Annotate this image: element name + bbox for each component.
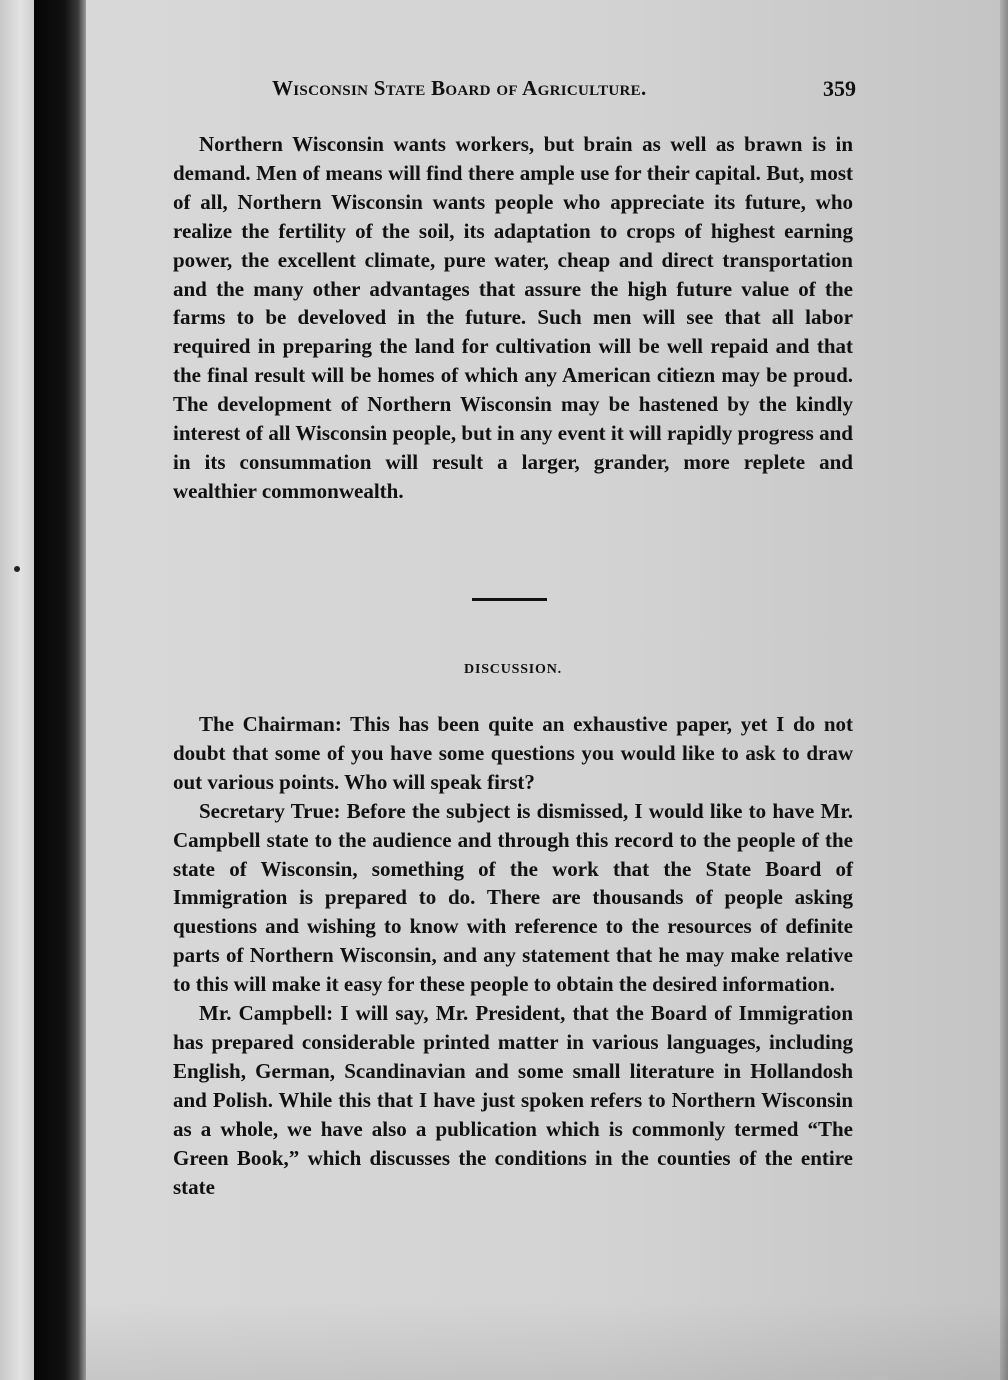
adjacent-page-edge (0, 0, 34, 1380)
intro-block (173, 130, 853, 506)
speech-text: I will say, Mr. President, that the Board of Immigration has prepared considerable printed matter in various languages, including English, German, Scandinavian and some small literature in Hollandosh and Polish. While this that I have just spoken refers to Northern Wisconsin as a whole, we have also a publication which is commonly termed “The Green Book,” which discusses the conditions in the counties of the entire state (173, 1001, 854, 1199)
speech-text: Before the subject is dismissed, I would like to have Mr. Campbell state to the audience and through this record to the people of the state of Wisconsin, something of the work that the State Board of Immigration is prepared to do. There are thousands of people asking questions and wishing to know with reference to the resources of definite parts of Northern Wisconsin, and any statement that he may make relative to this will make it easy for these people to obtain the desired information. (173, 798, 853, 997)
discussion-block (173, 710, 853, 1201)
speaker-name: Secretary True: (199, 798, 341, 823)
page-bottom-shade (86, 1300, 1008, 1380)
section-heading: DISCUSSION. (464, 662, 562, 677)
speaker-name: Mr. Campbell: (199, 1001, 334, 1026)
page-right-edge (1000, 0, 1008, 1380)
discussion-paragraph-campbell (173, 999, 853, 1201)
discussion-paragraph-secretary (173, 797, 853, 999)
intro-paragraph: Northern Wisconsin wants workers, but brain as well as brawn is in demand. Men of means will find there ample use for their capital. But, most of all, Northern Wisconsin wants people who appreciate its future, who realize the fertility of the soil, its adaptation to crops of highest earning power, the excellent climate, pure water, cheap and direct transportation and the many other advantages that assure the high future value of the farms to be develoved in the future. Such men will see that all labor required in preparing the land for cultivation will be well repaid and that the final result will be homes of which any American citiezn may be proud. The development of Northern Wisconsin may be hastened by the kindly interest of all Wisconsin people, but in any event it will rapidly progress and in its consummation will result a larger, grander, more replete and wealthier commonwealth. (173, 132, 853, 503)
section-divider (472, 598, 547, 601)
book-gutter-shadow (34, 0, 86, 1380)
running-head: Wisconsin State Board of Agriculture. (272, 76, 647, 100)
discussion-paragraph-chairman (173, 710, 853, 797)
page-number: 359 (823, 76, 856, 101)
scan-speck (14, 566, 20, 572)
speaker-name: The Chairman: (199, 712, 342, 736)
speech-text: This has been quite an exhaustive paper, yet I do not doubt that some of you have some questions you would like to ask to draw out various points. Who will speak first? (173, 712, 853, 794)
